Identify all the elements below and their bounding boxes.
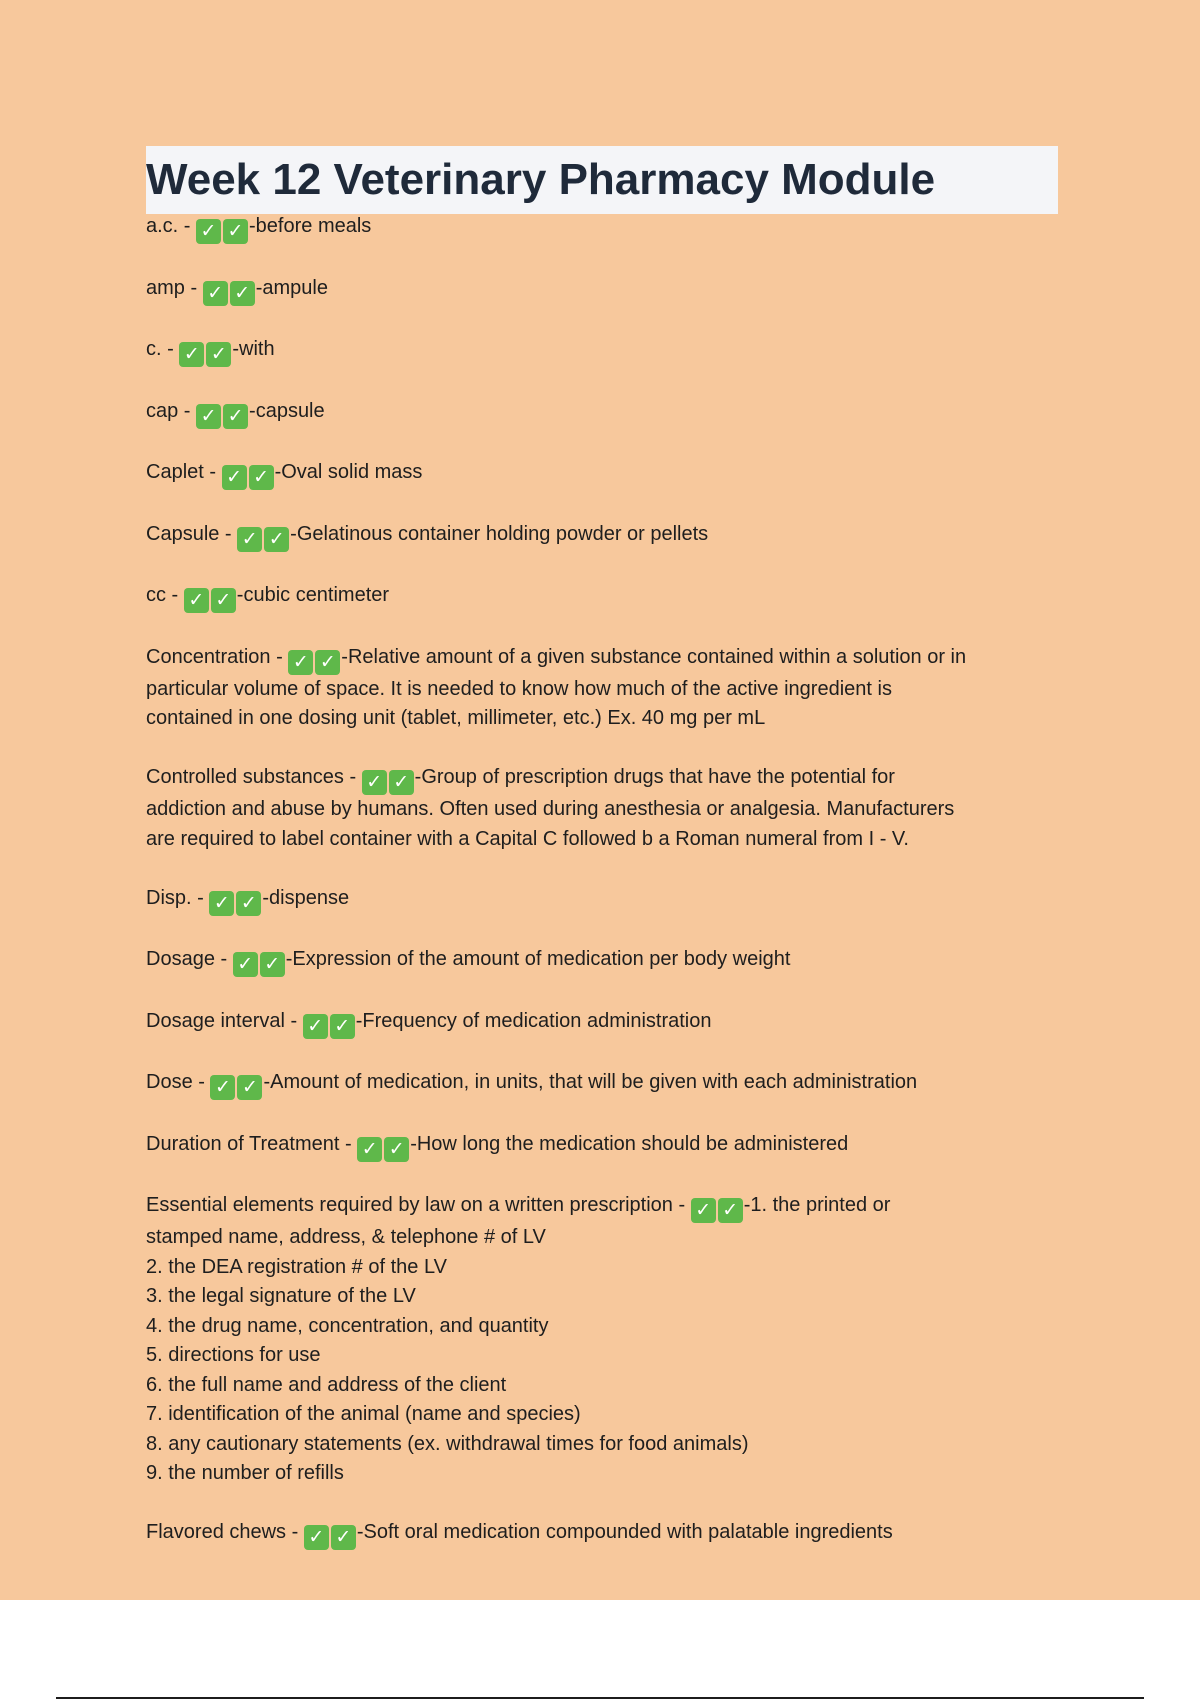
check-mark-icon: ✓ — [209, 891, 234, 916]
entry-text: -ampule — [255, 276, 328, 299]
check-mark-icon: ✓ — [362, 770, 387, 795]
glossary-entry — [146, 274, 1066, 306]
entry-term: Dosage interval - — [146, 1009, 303, 1032]
glossary-entry — [146, 581, 1066, 613]
entry-text: -dispense — [262, 886, 350, 909]
entry-text: 9. the number of refills — [146, 1462, 344, 1484]
entry-first-line — [146, 397, 1066, 429]
entry-term: Disp. - — [146, 886, 210, 909]
entry-continuation-line — [146, 1341, 1066, 1371]
entry-continuation-line — [146, 675, 1066, 705]
check-mark-icon: ✓ — [237, 527, 262, 552]
check-mark-icon: ✓ — [236, 891, 261, 916]
page-title: Week 12 Veterinary Pharmacy Module — [146, 155, 936, 204]
entry-term: c. - — [146, 338, 180, 360]
check-mark-icon: ✓ — [196, 404, 221, 429]
entry-text: -with — [232, 338, 275, 360]
entry-continuation-line — [146, 1223, 1066, 1253]
entry-continuation-line — [146, 825, 1066, 855]
entry-text: -before meals — [249, 215, 372, 237]
check-mark-icon: ✓ — [691, 1198, 716, 1223]
entry-text: addiction and abuse by humans. Often used during anesthesia or analgesia. Manufacturers — [146, 798, 955, 820]
check-mark-icon: ✓ — [389, 770, 414, 795]
entry-continuation-line — [146, 1459, 1066, 1489]
entry-continuation-line — [146, 1400, 1066, 1430]
check-mark-icon: ✓ — [331, 1525, 356, 1550]
check-mark-icon: ✓ — [330, 1014, 355, 1039]
entry-text: -How long the medication should be administered — [410, 1132, 849, 1155]
entry-text: -Relative amount of a given substance contained within a solution or in — [341, 645, 967, 668]
entry-text: stamped name, address, & telephone # of LV — [146, 1226, 546, 1248]
entry-continuation-line — [146, 704, 1066, 734]
check-mark-icon: ✓ — [303, 1014, 328, 1039]
check-mark-icon: ✓ — [237, 1075, 262, 1100]
entry-term: Essential elements required by law on a written prescription - — [146, 1194, 691, 1216]
entry-text: -Frequency of medication administration — [355, 1009, 712, 1032]
entry-term: Capsule - — [146, 522, 238, 545]
entry-text: -Amount of medication, in units, that will be given with each administration — [263, 1071, 918, 1093]
entry-text: are required to label container with a Capital C followed b a Roman numeral from I - V. — [146, 827, 909, 850]
entry-term: Concentration - — [146, 645, 289, 668]
check-mark-icon: ✓ — [304, 1525, 329, 1550]
glossary-entry — [146, 397, 1066, 429]
title-banner — [146, 146, 1058, 214]
entry-first-line — [146, 945, 1066, 977]
entry-continuation-line — [146, 1282, 1066, 1312]
entry-text: -capsule — [249, 399, 325, 422]
glossary-entry — [146, 1518, 1066, 1550]
entry-text: -cubic centimeter — [236, 584, 390, 606]
entry-term: Flavored chews - — [146, 1521, 304, 1543]
entry-first-line — [146, 581, 1066, 613]
entry-text: contained in one dosing unit (tablet, millimeter, etc.) Ex. 40 mg per mL — [146, 707, 766, 729]
entry-first-line — [146, 520, 1066, 552]
entry-text: 3. the legal signature of the LV — [146, 1285, 416, 1307]
entry-first-line — [146, 763, 1066, 795]
check-mark-icon: ✓ — [210, 1075, 235, 1100]
check-mark-icon: ✓ — [223, 404, 248, 429]
check-mark-icon: ✓ — [206, 342, 231, 367]
entry-term: Caplet - — [146, 461, 222, 483]
entry-text: -Expression of the amount of medication per body weight — [285, 948, 791, 970]
entry-continuation-line — [146, 1430, 1066, 1460]
entry-term: Controlled substances - — [146, 766, 362, 788]
check-mark-icon: ✓ — [264, 527, 289, 552]
entry-first-line — [146, 1007, 1066, 1039]
glossary-entry — [146, 520, 1066, 552]
entry-first-line — [146, 458, 1066, 490]
entry-first-line — [146, 335, 1066, 367]
entry-continuation-line — [146, 1371, 1066, 1401]
entry-first-line — [146, 643, 1066, 675]
entry-text: particular volume of space. It is needed to know how much of the active ingredient is — [146, 677, 892, 700]
entry-text: 5. directions for use — [146, 1344, 321, 1366]
entry-first-line — [146, 1518, 1066, 1550]
check-mark-icon: ✓ — [357, 1137, 382, 1162]
entry-continuation-line — [146, 1312, 1066, 1342]
entry-text: -1. the printed or — [743, 1194, 891, 1216]
glossary-entry — [146, 335, 1066, 367]
glossary-entry — [146, 1191, 1066, 1489]
entry-first-line — [146, 1130, 1066, 1162]
glossary-list — [146, 212, 1066, 1580]
entry-text: -Gelatinous container holding powder or pellets — [290, 522, 709, 545]
entry-continuation-line — [146, 795, 1066, 825]
check-mark-icon: ✓ — [288, 650, 313, 675]
check-mark-icon: ✓ — [260, 952, 285, 977]
entry-first-line — [146, 1191, 1066, 1223]
glossary-entry — [146, 643, 1066, 734]
glossary-entry — [146, 945, 1066, 977]
entry-term: Dosage - — [146, 948, 233, 970]
check-mark-icon: ✓ — [384, 1137, 409, 1162]
check-mark-icon: ✓ — [179, 342, 204, 367]
check-mark-icon: ✓ — [233, 952, 258, 977]
entry-first-line — [146, 274, 1066, 306]
entry-term: amp - — [146, 276, 203, 299]
entry-text: -Group of prescription drugs that have the potential for — [414, 766, 895, 788]
entry-term: Dose - — [146, 1071, 211, 1093]
glossary-entry — [146, 1007, 1066, 1039]
check-mark-icon: ✓ — [718, 1198, 743, 1223]
entry-text: 2. the DEA registration # of the LV — [146, 1255, 447, 1278]
entry-term: a.c. - — [146, 215, 197, 237]
entry-text: -Oval solid mass — [274, 461, 423, 483]
entry-term: cap - — [146, 399, 197, 422]
entry-text: 6. the full name and address of the client — [146, 1373, 507, 1396]
check-mark-icon: ✓ — [223, 219, 248, 244]
glossary-entry — [146, 212, 1066, 244]
check-mark-icon: ✓ — [315, 650, 340, 675]
glossary-entry — [146, 458, 1066, 490]
entry-continuation-line — [146, 1253, 1066, 1283]
check-mark-icon: ✓ — [196, 219, 221, 244]
check-mark-icon: ✓ — [203, 281, 228, 306]
glossary-entry — [146, 1068, 1066, 1100]
entry-first-line — [146, 212, 1066, 244]
entry-text: 4. the drug name, concentration, and quantity — [146, 1314, 549, 1337]
check-mark-icon: ✓ — [222, 465, 247, 490]
entry-first-line — [146, 1068, 1066, 1100]
glossary-entry — [146, 1130, 1066, 1162]
footer-divider — [56, 1697, 1144, 1699]
entry-term: cc - — [146, 584, 184, 606]
check-mark-icon: ✓ — [230, 281, 255, 306]
entry-text: -Soft oral medication compounded with palatable ingredients — [356, 1521, 893, 1543]
entry-first-line — [146, 884, 1066, 916]
glossary-entry — [146, 763, 1066, 854]
check-mark-icon: ✓ — [184, 588, 209, 613]
glossary-entry — [146, 884, 1066, 916]
entry-term: Duration of Treatment - — [146, 1132, 358, 1155]
entry-text: 7. identification of the animal (name and species) — [146, 1403, 581, 1425]
check-mark-icon: ✓ — [249, 465, 274, 490]
check-mark-icon: ✓ — [211, 588, 236, 613]
entry-text: 8. any cautionary statements (ex. withdrawal times for food animals) — [146, 1432, 749, 1455]
